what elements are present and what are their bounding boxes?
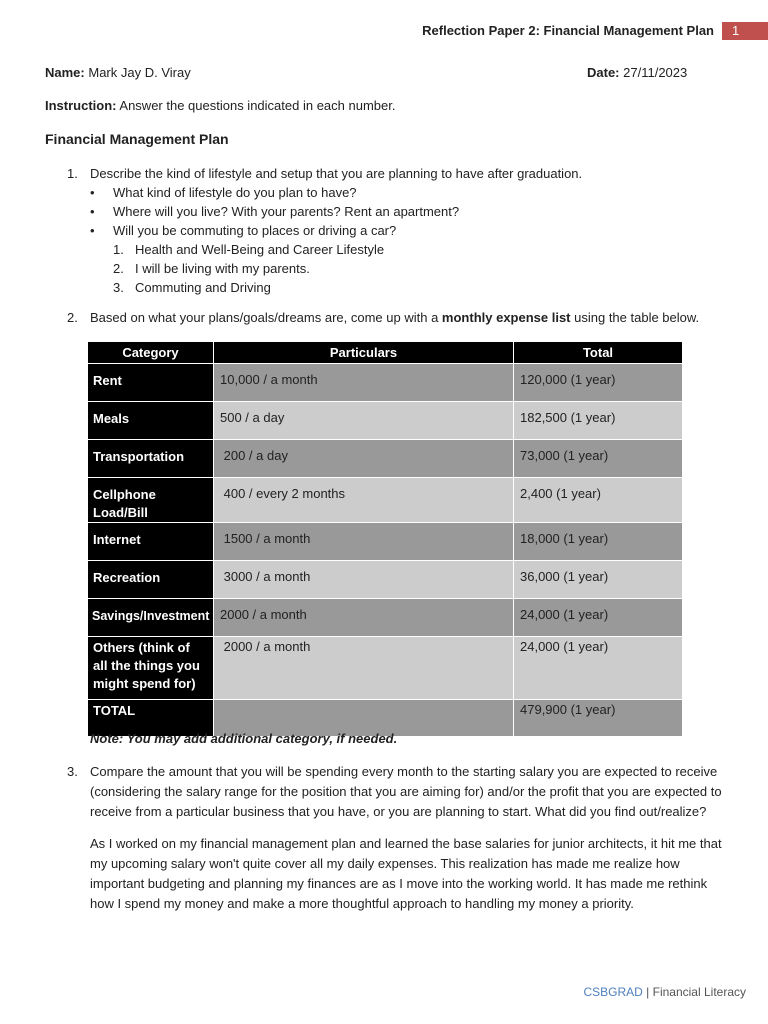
question-2-number: 2. — [67, 310, 78, 325]
instruction-line — [45, 98, 395, 113]
footer-separator: | — [642, 985, 653, 999]
document-header-title: Reflection Paper 2: Financial Management Plan — [422, 23, 714, 38]
name-line — [45, 65, 191, 80]
row-category: Meals — [88, 402, 214, 440]
row-particulars: 3000 / a month — [214, 561, 514, 599]
name-value: Mark Jay D. Viray — [88, 65, 191, 80]
row-total: 18,000 (1 year) — [514, 523, 683, 561]
row-total: 24,000 (1 year) — [514, 599, 683, 637]
table-row — [88, 637, 683, 700]
answer-text: Commuting and Driving — [135, 280, 271, 295]
table-row — [88, 364, 683, 402]
header-particulars: Particulars — [214, 342, 514, 364]
bullet-icon: • — [90, 185, 95, 200]
answer-number: 3. — [113, 280, 124, 295]
footer-text: Financial Literacy — [652, 985, 746, 999]
row-category: TOTAL — [88, 700, 214, 737]
row-category: Transportation — [88, 440, 214, 478]
table-row — [88, 561, 683, 599]
section-title: Financial Management Plan — [45, 131, 229, 147]
name-label: Name: — [45, 65, 85, 80]
question-3-number: 3. — [67, 764, 78, 779]
question-2 — [0, 310, 768, 330]
footer-brand: CSBGRAD — [583, 985, 643, 999]
question-2-text-bold: monthly expense list — [441, 310, 571, 325]
page-number: 1 — [722, 22, 768, 40]
row-particulars: 200 / a day — [214, 440, 514, 478]
row-category: Savings/Investment — [88, 599, 214, 637]
row-particulars: 1500 / a month — [214, 523, 514, 561]
date-value: 27/11/2023 — [623, 65, 688, 80]
row-particulars: 10,000 / a month — [214, 364, 514, 402]
question-1 — [0, 166, 768, 301]
question-2-text — [90, 310, 699, 325]
row-particulars: 400 / every 2 months — [214, 478, 514, 523]
row-total: 36,000 (1 year) — [514, 561, 683, 599]
date-line — [587, 65, 687, 80]
table-row — [88, 478, 683, 523]
row-total: 24,000 (1 year) — [514, 637, 683, 700]
header-total: Total — [514, 342, 683, 364]
row-particulars: 2000 / a month — [214, 599, 514, 637]
table-header-row — [88, 342, 683, 364]
table-row — [88, 599, 683, 637]
date-label: Date: — [587, 65, 620, 80]
table-note: Note: You may add additional category, if needed. — [90, 731, 398, 746]
table-row — [88, 402, 683, 440]
instruction-label: Instruction: — [45, 98, 117, 113]
table-row — [88, 523, 683, 561]
row-category: Others (think of all the things you might spend for) — [88, 637, 214, 700]
answer-number: 1. — [113, 242, 124, 257]
row-total: 120,000 (1 year) — [514, 364, 683, 402]
answer-text: I will be living with my parents. — [135, 261, 310, 276]
bullet-icon: • — [90, 223, 95, 238]
question-1-bullet: Will you be commuting to places or driving a car? — [113, 223, 397, 238]
question-1-number: 1. — [67, 166, 78, 181]
question-1-bullet: Where will you live? With your parents? Rent an apartment? — [113, 204, 460, 219]
row-category: Rent — [88, 364, 214, 402]
bullet-icon: • — [90, 204, 95, 219]
answer-number: 2. — [113, 261, 124, 276]
answer-text: Health and Well-Being and Career Lifestyle — [135, 242, 385, 257]
question-3-answer: As I worked on my financial management plan and learned the base salaries for junior architects, it hit me that my upcoming salary won't quite cover all my daily expenses. This realization has made me realize how important budgeting and planning my finances are as I move into the working world. It has made me rethink how I spend my money and make a more thoughtful approach to handling my money a priority. — [90, 836, 722, 911]
question-2-text-part: Based on what your plans/goals/dreams are, come up with a — [90, 310, 442, 325]
row-category: Cellphone Load/Bill — [88, 478, 214, 523]
instruction-text: Answer the questions indicated in each number. — [119, 98, 396, 113]
row-total: 479,900 (1 year) — [514, 700, 683, 737]
header-category: Category — [88, 342, 214, 364]
row-category: Recreation — [88, 561, 214, 599]
question-1-text: Describe the kind of lifestyle and setup that you are planning to have after graduation. — [90, 166, 583, 181]
row-particulars: 2000 / a month — [214, 637, 514, 700]
table-row — [88, 440, 683, 478]
row-total: 2,400 (1 year) — [514, 478, 683, 523]
expense-table — [87, 341, 683, 737]
row-total: 182,500 (1 year) — [514, 402, 683, 440]
page-footer — [583, 985, 746, 999]
question-3-text: Compare the amount that you will be spending every month to the starting salary you are expected to receive (considering the salary range for the position that you are aiming for) and/or the profit that you are expected to receive from a particular business that you have, or you are planning to start. What did you find out/realize? — [90, 764, 722, 819]
question-1-bullet: What kind of lifestyle do you plan to have? — [113, 185, 357, 200]
row-total: 73,000 (1 year) — [514, 440, 683, 478]
row-particulars: 500 / a day — [214, 402, 514, 440]
row-category: Internet — [88, 523, 214, 561]
question-2-text-part: using the table below. — [570, 310, 700, 325]
